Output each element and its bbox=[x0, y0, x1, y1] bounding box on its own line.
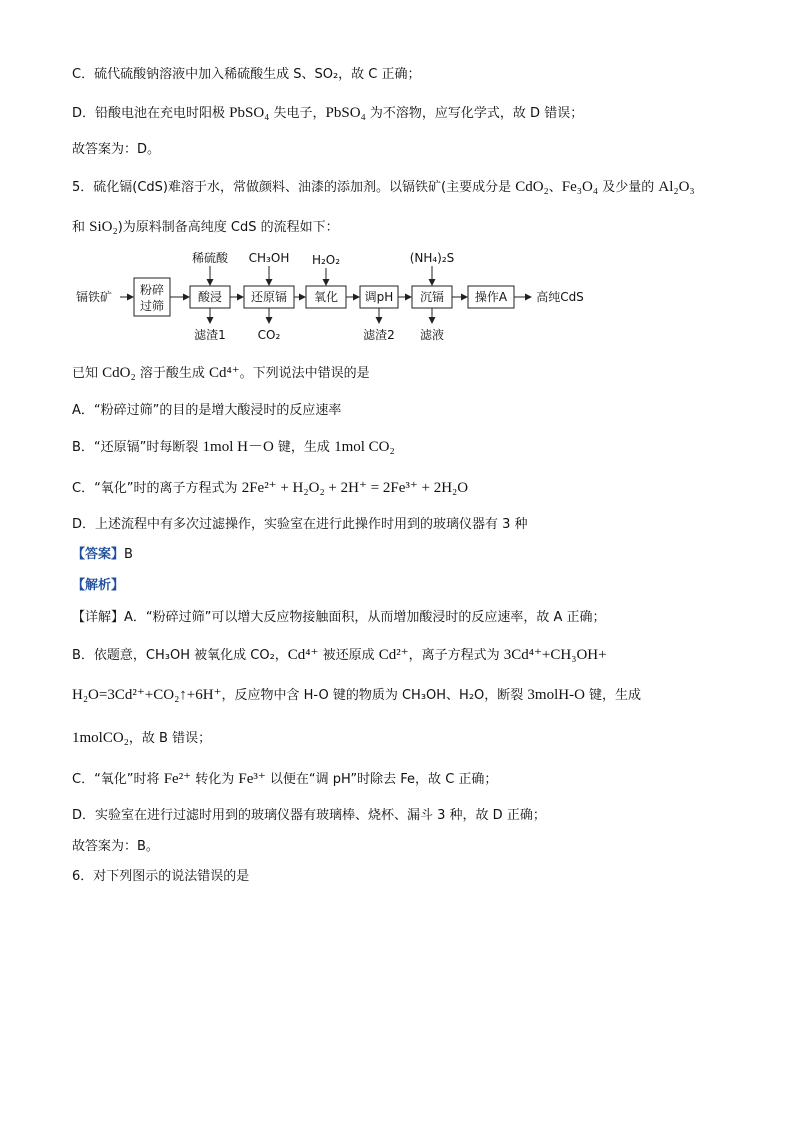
detail-c bbox=[72, 770, 497, 789]
flow-output-filtrate: 滤液 bbox=[419, 328, 445, 342]
answer-value: B bbox=[124, 547, 133, 562]
option-d: D．上述流程中有多次过滤操作，实验室在进行此操作时用到的玻璃仪器有 3 种 bbox=[72, 517, 528, 532]
analysis-label: 【解析】 bbox=[72, 578, 125, 593]
detail-answer: 故答案为：B。 bbox=[72, 839, 159, 854]
question-5-stem-cont bbox=[72, 218, 339, 237]
text: ，反应物中含 H-O 键的物质为 CH₃OH、H₂O，断裂 bbox=[221, 688, 528, 703]
text: C．“氧化”时的离子方程式为 bbox=[72, 481, 242, 496]
flow-step-oxidize: 氧化 bbox=[313, 290, 339, 304]
option-b bbox=[72, 438, 395, 457]
text: 键，生成 bbox=[273, 440, 335, 455]
flow-output-residue-1: 滤渣1 bbox=[194, 328, 226, 342]
detail-a bbox=[72, 609, 606, 627]
flow-product: 高纯CdS bbox=[536, 290, 584, 304]
formula-pbso4: PbSO₄ bbox=[325, 105, 366, 121]
text: 溶于酸生成 bbox=[135, 366, 209, 381]
formula: 3molH-O bbox=[527, 687, 585, 703]
text: 和 bbox=[72, 220, 90, 235]
flow-raw-material: 镉铁矿 bbox=[75, 290, 113, 304]
flow-input-ammonium-sulfide: (NH₄)₂S bbox=[409, 251, 455, 265]
flow-input-methanol: CH₃OH bbox=[248, 251, 290, 265]
option-c bbox=[72, 479, 468, 498]
formula: Fe³⁺ bbox=[238, 771, 266, 787]
formula: 3Cd⁴⁺+CH₃OH+ bbox=[503, 647, 607, 663]
text: 为不溶物，应写化学式，故 D 错误； bbox=[365, 106, 584, 121]
formula: H₂O=3Cd²⁺+CO₂↑+6H⁺ bbox=[72, 687, 222, 703]
flow-output-residue-2: 滤渣2 bbox=[363, 328, 395, 342]
formula: Cd²⁺ bbox=[378, 647, 409, 663]
question-5-known bbox=[72, 364, 370, 383]
formula: Cd⁴⁺ bbox=[287, 647, 319, 663]
formula-pbso4: PbSO₄ bbox=[229, 105, 270, 121]
text: B．“还原镉”时每断裂 bbox=[72, 440, 203, 455]
text: 键，生成 bbox=[584, 688, 642, 703]
text: ，故 B 错误； bbox=[128, 731, 212, 746]
flow-step-precipitate: 沉镉 bbox=[419, 290, 445, 304]
formula-fe3o4: Fe₃O₄ bbox=[561, 179, 599, 195]
formula: 1mol H－O bbox=[202, 439, 274, 455]
formula-sio2: SiO₂ bbox=[89, 219, 118, 235]
flow-step-crush-1: 粉碎 bbox=[139, 283, 165, 297]
flow-step-adjust-ph: 调pH bbox=[364, 290, 394, 304]
text: ，离子方程式为 bbox=[408, 648, 504, 663]
flow-step-reduce: 还原镉 bbox=[250, 290, 288, 304]
flow-step-acid-leach: 酸浸 bbox=[197, 290, 223, 304]
formula: 1mol CO₂ bbox=[334, 439, 395, 455]
formula-cdo2: CdO₂ bbox=[102, 365, 136, 381]
text: 已知 bbox=[72, 366, 103, 381]
formula-al2o3: Al₂O₃ bbox=[658, 179, 695, 195]
question-5-stem bbox=[72, 178, 695, 197]
flow-input-acid: 稀硫酸 bbox=[191, 251, 229, 265]
analysis-tag bbox=[72, 577, 124, 595]
formula: 1molCO₂ bbox=[72, 730, 129, 746]
text: 转化为 bbox=[191, 772, 239, 787]
flow-step-crush-2: 过筛 bbox=[139, 299, 165, 313]
text: A．“粉碎过筛”可以增大反应物接触面积，从而增加酸浸时的反应速率，故 A 正确； bbox=[124, 610, 606, 625]
flow-input-h2o2: H₂O₂ bbox=[311, 253, 341, 267]
flow-output-co2: CO₂ bbox=[257, 328, 281, 342]
process-flow-diagram bbox=[70, 248, 630, 348]
answer-line bbox=[72, 546, 133, 564]
answer-prev: 故答案为：D。 bbox=[72, 142, 161, 157]
text: B．依题意，CH₃OH 被氧化成 CO₂， bbox=[72, 648, 288, 663]
detail-b-1 bbox=[72, 646, 607, 665]
line-option-d-prev bbox=[72, 104, 583, 123]
detail-b-2 bbox=[72, 686, 641, 705]
text: 、 bbox=[548, 180, 562, 195]
text: 失电子， bbox=[269, 106, 326, 121]
ionic-equation: 2Fe²⁺ + H₂O₂ + 2H⁺ = 2Fe³⁺ + 2H₂O bbox=[241, 480, 469, 496]
detail-d: D．实验室在进行过滤时用到的玻璃仪器有玻璃棒、烧杯、漏斗 3 种，故 D 正确； bbox=[72, 808, 546, 823]
text: 5．硫化镉(CdS)难溶于水，常做颜料、油漆的添加剂。以镉铁矿(主要成分是 bbox=[72, 180, 516, 195]
detail-b-3 bbox=[72, 729, 211, 748]
formula-cdo2: CdO₂ bbox=[515, 179, 549, 195]
formula-cd4: Cd⁴⁺ bbox=[208, 365, 240, 381]
formula: Fe²⁺ bbox=[163, 771, 192, 787]
text: 被还原成 bbox=[318, 648, 379, 663]
question-6-stem: 6．对下列图示的说法错误的是 bbox=[72, 869, 250, 884]
text: D．铅酸电池在充电时阳极 bbox=[72, 106, 230, 121]
text: C．“氧化”时将 bbox=[72, 772, 164, 787]
text: 及少量的 bbox=[598, 180, 659, 195]
text: 。下列说法中错误的是 bbox=[239, 366, 370, 381]
answer-tag: 【答案】 bbox=[72, 547, 125, 562]
text: 以便在“调 pH”时除去 Fe，故 C 正确； bbox=[265, 772, 498, 787]
text: )为原料制备高纯度 CdS 的流程如下： bbox=[117, 220, 339, 235]
line-option-c-prev: C．硫代硫酸钠溶液中加入稀硫酸生成 S、SO₂，故 C 正确； bbox=[72, 67, 421, 82]
flow-step-operation-a: 操作A bbox=[474, 290, 508, 304]
detail-tag: 【详解】 bbox=[72, 610, 125, 625]
option-a: A．“粉碎过筛”的目的是增大酸浸时的反应速率 bbox=[72, 403, 342, 418]
